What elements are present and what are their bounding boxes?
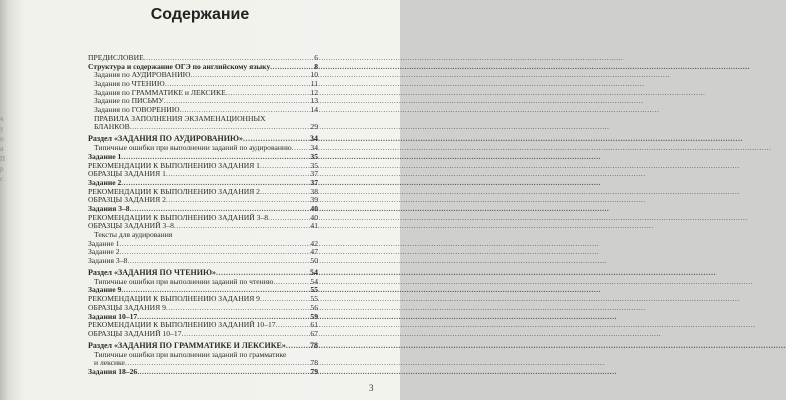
- margin-fragment: я: [0, 145, 4, 153]
- toc-entry-page: 40: [310, 212, 318, 222]
- toc-entry-title: Задания по ГОВОРЕНИЮ: [94, 105, 180, 115]
- toc-entry-title: ОБРАЗЦЫ ЗАДАНИЯ 1: [88, 169, 166, 179]
- toc-entry: [88, 124, 318, 133]
- toc-entry: [88, 257, 318, 266]
- toc-entry-page: 37: [310, 169, 318, 179]
- toc-entry-title: Задания по АУДИРОВАНИЮ: [94, 70, 191, 80]
- toc-entry-title: ОБРАЗЦЫ ЗАДАНИЙ 3–8: [88, 221, 174, 231]
- page-title: Содержание: [150, 6, 250, 23]
- margin-fragment: с: [0, 175, 4, 183]
- toc-entry-page: 78: [310, 358, 318, 368]
- toc-entry-page: 29: [310, 122, 318, 132]
- toc-entry-title: РЕКОМЕНДАЦИИ К ВЫПОЛНЕНИЮ ЗАДАНИЯ 2: [88, 186, 260, 196]
- toc-entry-page: 79: [310, 366, 318, 376]
- toc-entry-page: 42: [310, 238, 318, 248]
- toc-entry-page: 47: [310, 247, 318, 257]
- toc-entry-title: ОБРАЗЦЫ ЗАДАНИЙ 10–17: [88, 328, 182, 338]
- margin-fragment: р: [0, 165, 4, 173]
- toc-entry-title: Структура и содержание ОГЭ по английскому языку: [88, 61, 271, 71]
- toc-entry-title: Раздел «ЗАДАНИЯ ПО ЧТЕНИЮ»: [88, 267, 216, 277]
- toc-dot-leader: [174, 222, 308, 231]
- toc-entry-title: и лексике: [94, 358, 125, 368]
- toc-entry-page: 35: [310, 151, 318, 161]
- toc-dot-leader: [130, 123, 308, 132]
- toc-entry-title: Типичные ошибки при выполнении заданий по грамматике: [94, 349, 287, 359]
- margin-fragment: у: [0, 125, 4, 133]
- previous-page-edge: [0, 114, 14, 204]
- toc-entry-title: Задания по ЧТЕНИЮ: [94, 79, 165, 89]
- toc-entry-page: 35: [310, 160, 318, 170]
- toc-entry: [88, 330, 318, 339]
- toc-entry-title: БЛАНКОВ: [94, 122, 130, 132]
- toc-dot-leader: [286, 341, 308, 351]
- toc-entry-page: 55: [310, 285, 318, 295]
- toc-entry-page: 61: [310, 320, 318, 330]
- toc-entry-page: 8: [314, 61, 318, 71]
- margin-fragment: о: [0, 135, 4, 143]
- toc-entry-title: Типичные ошибки при выполнении заданий по аудированию: [94, 143, 292, 153]
- toc-entry-page: 13: [310, 96, 318, 106]
- toc-entry-page: 78: [310, 340, 318, 350]
- toc-entry-page: 10: [310, 70, 318, 80]
- toc-entry: [88, 368, 318, 377]
- toc-entry-title: Задание 1: [88, 238, 120, 248]
- toc-entry-page: 39: [310, 195, 318, 205]
- toc-entry-title: Задания по ГРАММАТИКЕ и ЛЕКСИКЕ: [94, 87, 226, 97]
- toc-entry-page: 37: [310, 177, 318, 187]
- toc-entry-title: Задания 18–26: [88, 366, 138, 376]
- toc-entry-page: 50: [310, 256, 318, 266]
- toc-entry-title: Задания 3–8: [88, 256, 128, 266]
- toc-entry-page: 34: [310, 143, 318, 153]
- toc-entry-page: 54: [310, 276, 318, 286]
- toc-entry-page: 41: [310, 221, 318, 231]
- toc-entry-title: ОБРАЗЦЫ ЗАДАНИЯ 2: [88, 195, 166, 205]
- toc-entry-title: ПРАВИЛА ЗАПОЛНЕНИЯ ЭКЗАМЕНАЦИОННЫХ: [94, 113, 266, 123]
- toc-entry-title: Раздел «ЗАДАНИЯ ПО АУДИРОВАНИЮ»: [88, 134, 243, 144]
- toc-entry-page: 40: [310, 203, 318, 213]
- toc-entry-title: ОБРАЗЦЫ ЗАДАНИЯ 9: [88, 302, 166, 312]
- margin-fragment: П: [0, 155, 6, 163]
- toc-entry-title: РЕКОМЕНДАЦИИ К ВЫПОЛНЕНИЮ ЗАДАНИЙ 10–17: [88, 320, 276, 330]
- toc-dot-leader: [182, 330, 309, 339]
- toc-entry-page: 59: [310, 311, 318, 321]
- toc-entry-title: Типичные ошибки при выполнении заданий по чтению: [94, 276, 274, 286]
- table-of-contents: [88, 54, 318, 377]
- toc-entry-page: 6: [314, 52, 318, 62]
- toc-entry-title: Задание 1: [88, 151, 122, 161]
- toc-entry-title: Задание по ПИСЬМУ: [94, 96, 164, 106]
- toc-entry-title: Задание 2: [88, 247, 120, 257]
- toc-entry-page: 38: [310, 186, 318, 196]
- toc-entry-page: 54: [310, 267, 318, 277]
- margin-fragment: ч: [0, 115, 4, 123]
- toc-entry-page: 34: [310, 134, 318, 144]
- toc-entry-title: РЕКОМЕНДАЦИИ К ВЫПОЛНЕНИЮ ЗАДАНИЯ 9: [88, 294, 260, 304]
- toc-entry-title: Задания 3–8: [88, 203, 130, 213]
- toc-dot-leader: [127, 257, 308, 266]
- toc-entry-title: РЕКОМЕНДАЦИИ К ВЫПОЛНЕНИЮ ЗАДАНИЯ 1: [88, 160, 260, 170]
- toc-entry-page: 14: [310, 105, 318, 115]
- toc-entry-page: 11: [310, 79, 318, 89]
- toc-entry-title: Задание 9: [88, 285, 122, 295]
- toc-entry-page: 56: [310, 302, 318, 312]
- toc-entry-title: РЕКОМЕНДАЦИИ К ВЫПОЛНЕНИЮ ЗАДАНИЙ 3–8: [88, 212, 268, 222]
- toc-entry-page: 67: [310, 328, 318, 338]
- toc-entry-title: Задания 10–17: [88, 311, 138, 321]
- toc-entry-title: Задание 2: [88, 177, 122, 187]
- toc-entry-page: 12: [310, 87, 318, 97]
- toc-entry-title: Раздел «ЗАДАНИЯ ПО ГРАММАТИКЕ И ЛЕКСИКЕ»: [88, 340, 286, 350]
- toc-entry-page: 55: [310, 294, 318, 304]
- page-number: 3: [369, 383, 374, 393]
- toc-entry-title: Тексты для аудирования: [94, 230, 173, 240]
- toc-entry-title: ПРЕДИСЛОВИЕ: [88, 52, 144, 62]
- toc-dot-leader: [137, 368, 308, 377]
